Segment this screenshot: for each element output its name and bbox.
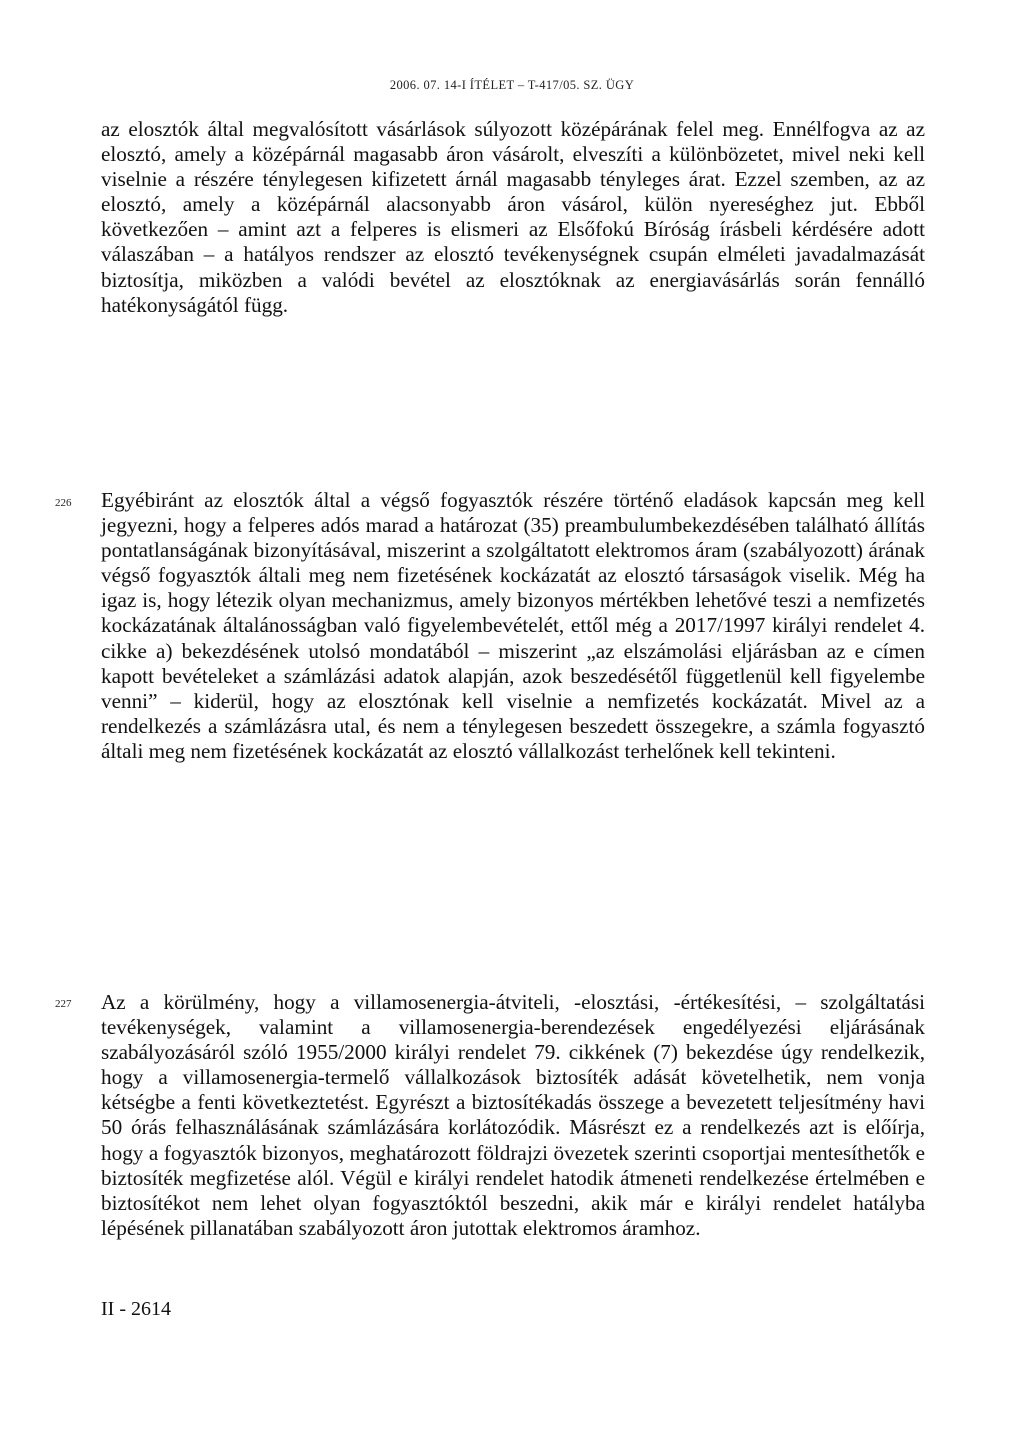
paragraph-continuation: az elosztók által megvalósított vásárlások súlyozott középárának felel meg. Ennélfogva az az elosztó, amely a középárnál magasabb áron vásárolt, elveszíti a különbözetet, mivel neki kell viselnie a részére ténylegesen kifizetett árnál magasabb tényleges árat. Ezzel szemben, az az elosztó, amely a középárnál alacsonyabb áron vásárol, külön nyereséghez jut. Ebből következően – amint azt a felperes is elismeri az Elsőfokú Bíróság írásbeli kérdésére adott válaszában – a hatályos rendszer az elosztó tevékenységnek csupán elméleti javadalmazását biztosítja, miközben a valódi bevétel az elosztóknak az energiavásárlás során fennálló hatékonyságától függ. <box>101 117 925 317</box>
running-header: 2006. 07. 14-I ÍTÉLET – T-417/05. SZ. ÜGY <box>389 78 635 92</box>
paragraph-226: Egyébiránt az elosztók által a végső fogyasztók részére történő eladások kapcsán meg kell jegyezni, hogy a felperes adós marad a határozat (35) preambulumbekezdésében található állítás pontatlanságának bizonyításával, miszerint a szolgáltatott elektromos áram (szabályozott) árának végső fogyasztók általi meg nem fizetésének kockázatát az elosztó társaságok viselik. Még ha igaz is, hogy létezik olyan mechanizmus, amely bizonyos mértékben lehetővé teszi a nemfizetés kockázatának általánosságban való figyelembevételét, ettől még a 2017/1997 királyi rendelet 4. cikke a) bekezdésének utolsó mondatából – miszerint „az elszámolási eljárásban az e címen kapott bevételeket a számlázási adatok alapján, azok beszedésétől függetlenül kell figyelembe venni” – kiderül, hogy az elosztónak kell viselnie a nemfizetés kockázatát. Mivel az a rendelkezés a számlázásra utal, és nem a ténylegesen beszedett összegekre, a számla fogyasztó általi meg nem fizetésének kockázatát az elosztó vállalkozást terhelőnek kell tekinteni. <box>101 488 925 763</box>
paragraph-number-226: 226 <box>55 497 72 509</box>
paragraph-227: Az a körülmény, hogy a villamosenergia-átviteli, -elosztási, -értékesítési, – szolgáltatási tevékenységek, valamint a villamosenergia-berendezések engedélyezési eljárásának szabályozásáról szóló 1955/2000 királyi rendelet 79. cikkének (7) bekezdése úgy rendelkezik, hogy a villamosenergia-termelő vállalkozások biztosíték adását követelhetik, nem vonja kétségbe a fenti következtetést. Egyrészt a biztosítékadás összege a bevezetett teljesítmény havi 50 órás felhasználásának számlázására korlátozódik. Másrészt ez a rendelkezés azt is előírja, hogy a fogyasztók bizonyos, meghatározott földrajzi övezetek szerinti csoportjai mentesíthetők e biztosíték megfizetése alól. Végül e királyi rendelet hatodik átmeneti rendelkezése értelmében e biztosítékot nem lehet olyan fogyasztóktól beszedni, akik már e királyi rendelet hatályba lépésének pillanatában szabályozott áron jutottak elektromos áramhoz. <box>101 990 925 1240</box>
page-number: II - 2614 <box>101 1298 171 1320</box>
paragraph-number-227: 227 <box>55 998 72 1010</box>
